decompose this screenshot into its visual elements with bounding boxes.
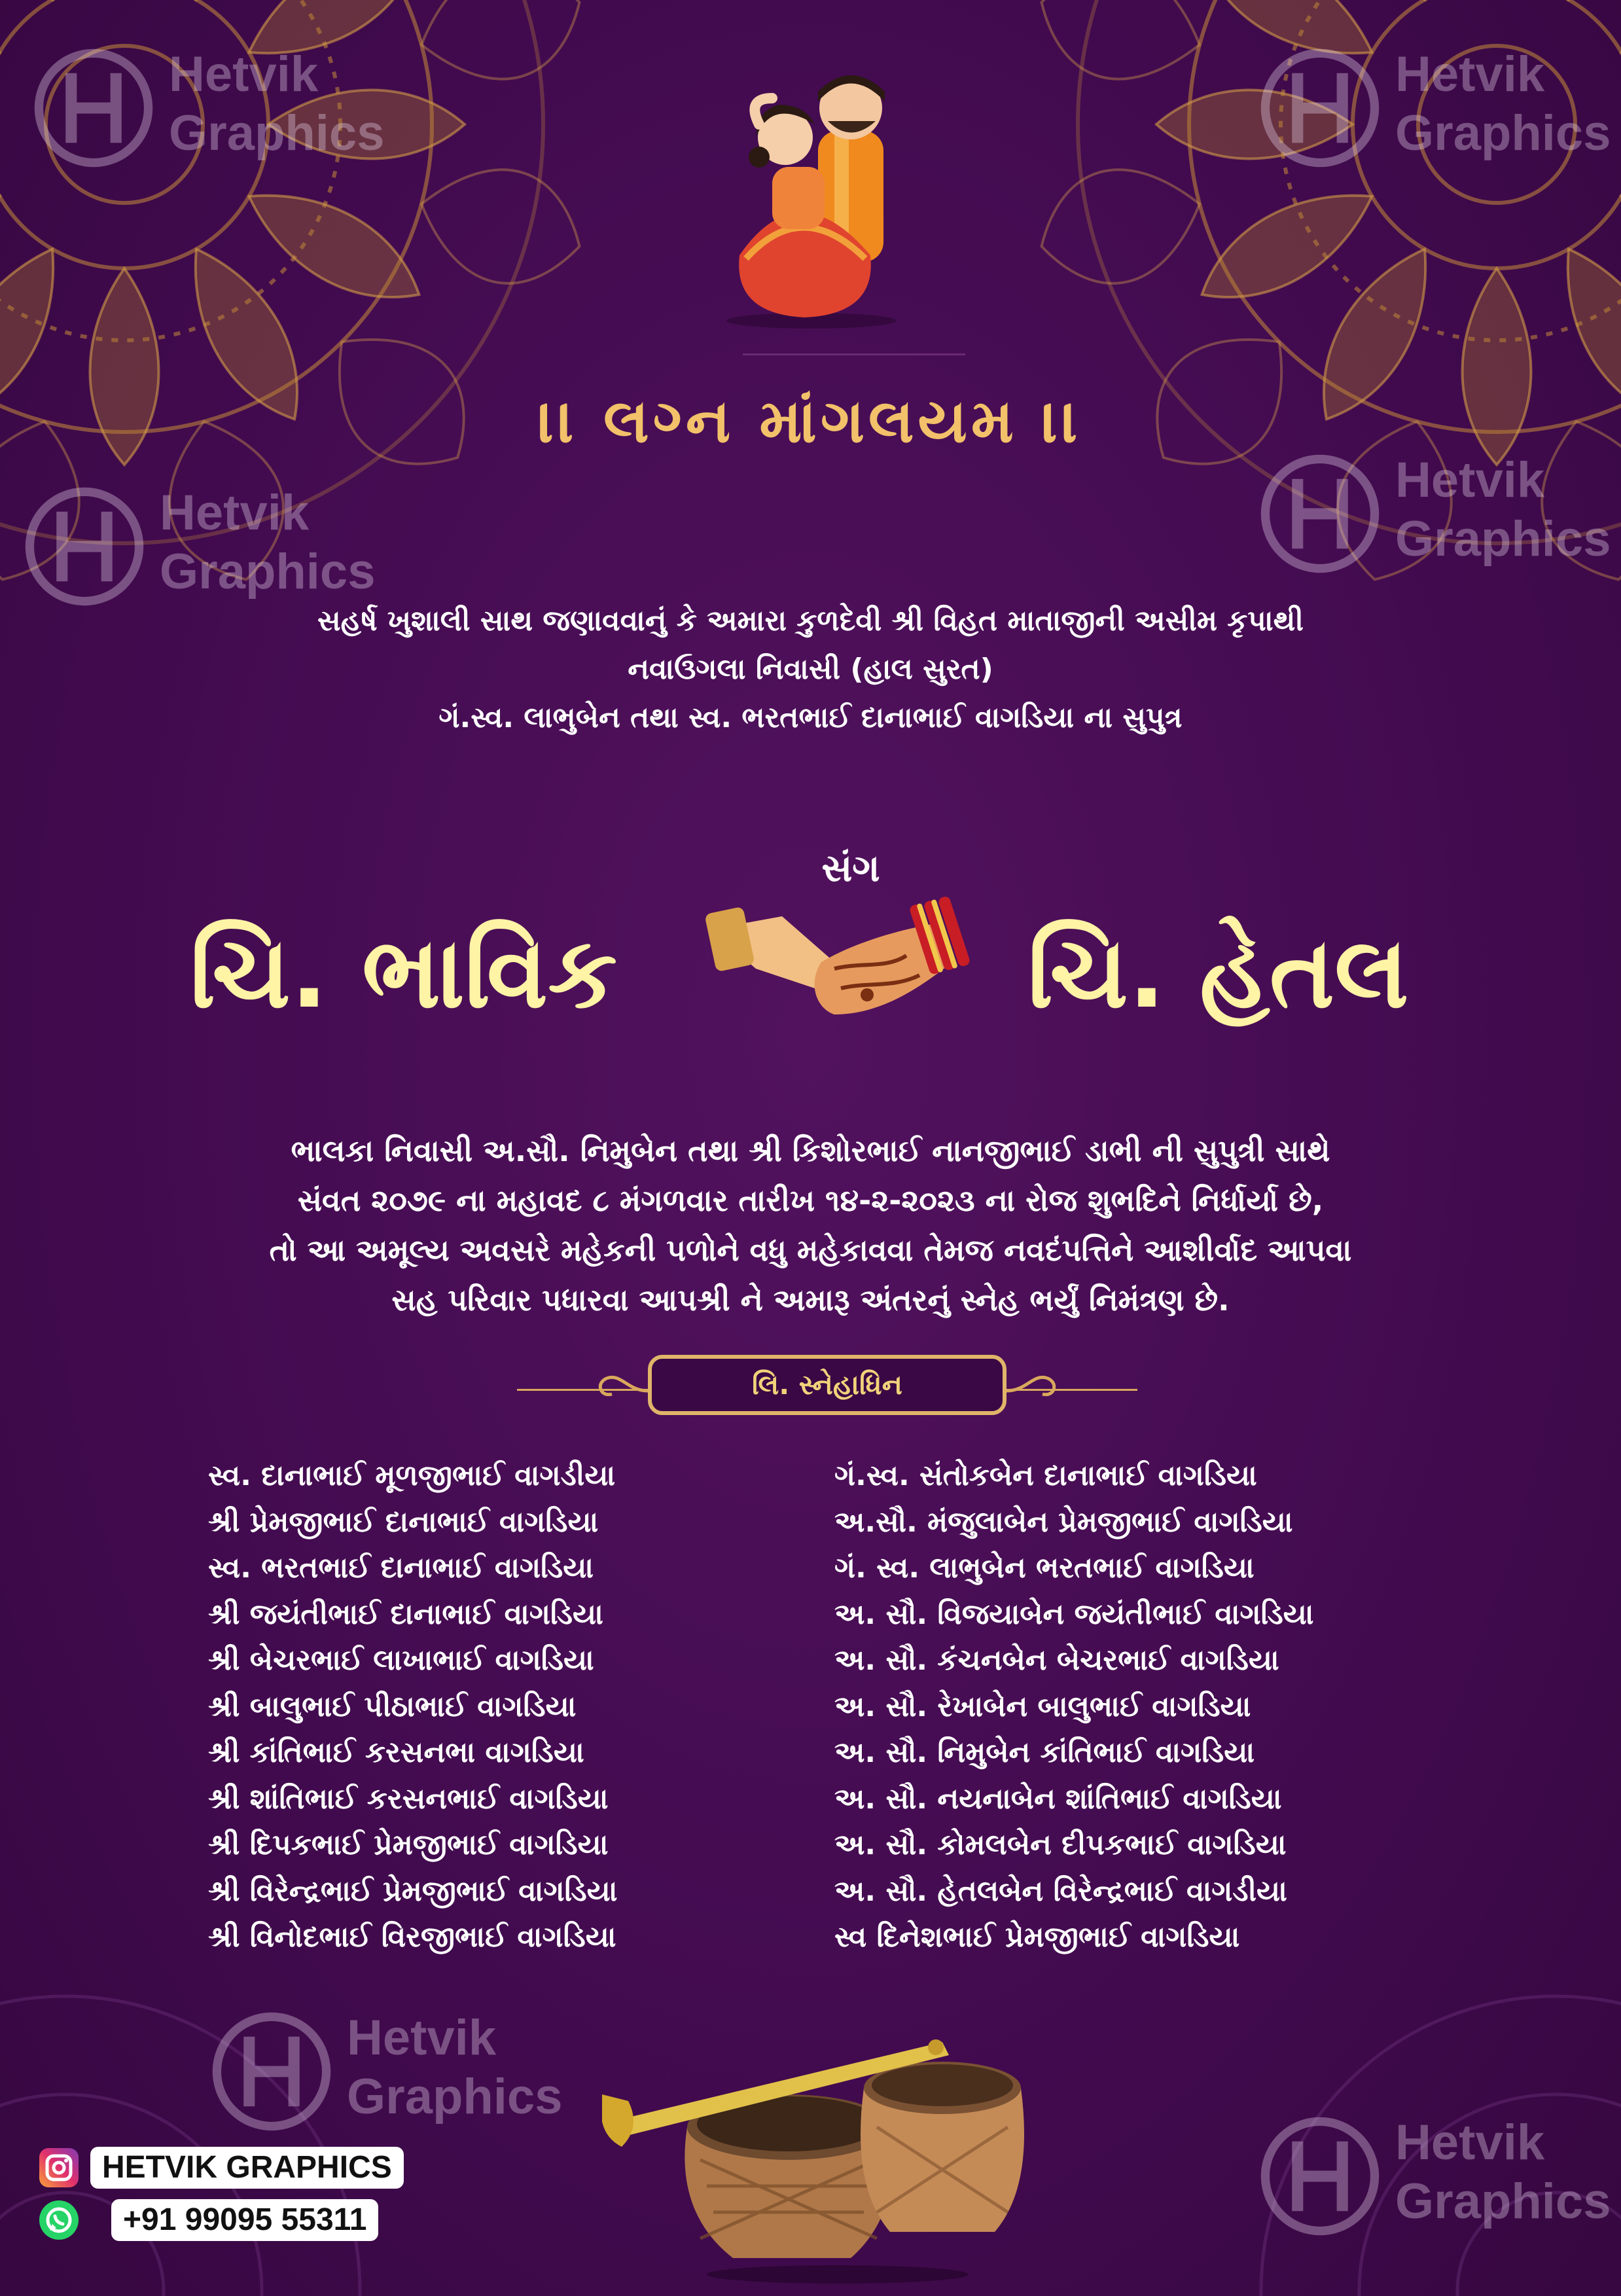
watermark-logo — [22, 484, 376, 611]
watermark-line1: Hetvik — [169, 46, 319, 102]
family-member: શ્રી શાંતિભાઈ કરસનભાઈ વાગડિયા — [208, 1782, 609, 1816]
family-member: શ્રી બેચરભાઈ લાખાભાઈ વાગડિયા — [208, 1643, 594, 1677]
watermark-logo — [31, 46, 385, 173]
watermark-line2: Graphics — [347, 2069, 563, 2125]
groom-name: ચિ. ભાવિક — [190, 916, 618, 1030]
family-member: અ. સૌ. કોમલબેન દીપકભાઈ વાગડિયા — [834, 1828, 1287, 1861]
family-member: અ. સૌ. રેખાબેન બાલુભાઈ વાગડિયા — [834, 1689, 1251, 1723]
whatsapp-icon[interactable] — [39, 2200, 79, 2240]
family-member: અ.સૌ. મંજુલાબેન પ્રેમજીભાઈ વાગડિયા — [834, 1505, 1293, 1539]
invitation-line: ભાલકા નિવાસી અ.સૌ. નિમુબેન તથા શ્રી કિશોરભાઈ નાનજીભાઈ ડાભી ની સુપુત્રી સાથે — [291, 1133, 1330, 1168]
instagram-icon[interactable] — [39, 2148, 79, 2187]
family-member: સ્વ. ભરતભાઈ દાનાભાઈ વાગડિયા — [208, 1551, 594, 1585]
watermark-logo — [1258, 46, 1611, 173]
invitation-line: સંવત ૨૦૭૯ ના મહાવદ ૮ મંગળવાર તારીખ ૧૪-૨-૨૦૨૩ ના રોજ શુભદિને નિર્ધાર્યા છે, — [297, 1183, 1324, 1218]
family-list-left — [208, 1453, 732, 1961]
snehadhin-label: લિ. સ્નેહાધિન — [751, 1369, 903, 1401]
flourish-swirl-right-icon — [1006, 1368, 1072, 1414]
watermark-line1: Hetvik — [347, 2010, 497, 2066]
family-member: શ્રી જયંતીભાઈ દાનાભાઈ વાગડિયા — [208, 1597, 603, 1631]
watermark-logo — [209, 2009, 563, 2136]
intro-line: નવાઉગલા નિવાસી (હાલ સુરત) — [628, 653, 993, 686]
hetvik-logo-icon — [209, 2009, 334, 2134]
watermark-line2: Graphics — [1395, 2174, 1611, 2229]
page-title: ।। લગ્ન માંગલયમ ।। — [538, 386, 1082, 456]
watermark-line2: Graphics — [169, 105, 385, 161]
family-member: અ. સૌ. નિમુબેન કાંતિભાઈ વાગડિયા — [834, 1736, 1255, 1769]
family-member: અ. સૌ. કંચનબેન બેચરભાઈ વાગડિયા — [834, 1643, 1279, 1677]
family-member: શ્રી બાલુભાઈ પીઠાભાઈ વાગડિયા — [208, 1689, 577, 1723]
snehadhin-banner — [648, 1355, 1006, 1415]
invitation-line: તો આ અમૂલ્ય અવસરે મહેકની પળોને વધુ મહેકાવવા તેમજ નવદંપત્તિને આશીર્વાદ આપવા — [269, 1232, 1352, 1268]
hetvik-logo-icon — [1258, 452, 1382, 576]
dhol-shehnai-illustration — [602, 2016, 1060, 2284]
family-list-right — [834, 1453, 1430, 1961]
instagram-handle[interactable]: HETVIK GRAPHICS — [90, 2147, 404, 2189]
watermark-logo — [1258, 452, 1611, 579]
invitation-line: સહ પરિવાર પધારવા આપશ્રી ને અમારૂ અંતરનું સ્નેહ ભર્યું નિમંત્રણ છે. — [391, 1282, 1230, 1318]
hetvik-logo-icon — [1258, 2114, 1382, 2238]
watermark-line1: Hetvik — [1395, 452, 1545, 508]
family-member: ગં. સ્વ. લાભુબેન ભરતભાઈ વાગડિયા — [834, 1551, 1255, 1585]
hetvik-logo-icon — [1258, 46, 1382, 170]
intro-paragraph — [92, 597, 1529, 742]
couple-illustration — [694, 59, 929, 334]
family-member: શ્રી કાંતિભાઈ કરસનભા વાગડિયા — [208, 1736, 584, 1769]
invitation-paragraph — [92, 1126, 1529, 1325]
intro-line: ગં.સ્વ. લાભુબેન તથા સ્વ. ભરતભાઈ દાનાભાઈ વાગડિયા ના સુપુત્ર — [438, 701, 1183, 734]
family-member: અ. સૌ. વિજયાબેન જયંતીભાઈ વાગડિયા — [834, 1597, 1314, 1631]
watermark-line2: Graphics — [160, 544, 376, 600]
family-member: અ. સૌ. નયનાબેન શાંતિભાઈ વાગડિયા — [834, 1782, 1282, 1816]
intro-line: સહર્ષ ખુશાલી સાથ જણાવવાનું કે અમારા કુળદેવી શ્રી વિહત માતાજીની અસીમ કૃપાથી — [317, 604, 1304, 637]
holding-hands-illustration — [704, 890, 978, 1041]
family-member: ગં.સ્વ. સંતોકબેન દાનાભાઈ વાગડિયા — [834, 1459, 1257, 1492]
family-member: શ્રી દિપકભાઈ પ્રેમજીભાઈ વાગડિયા — [208, 1828, 609, 1861]
family-member: શ્રી વિરેન્દ્રભાઈ પ્રેમજીભાઈ વાગડિયા — [208, 1874, 618, 1908]
watermark-line2: Graphics — [1395, 511, 1611, 567]
family-member: શ્રી વિનોદભાઈ વિરજીભાઈ વાગડિયા — [208, 1920, 616, 1954]
connector-word: સંગ — [821, 846, 880, 890]
hetvik-logo-icon — [22, 484, 147, 609]
flourish-swirl-left-icon — [582, 1368, 648, 1414]
phone-number[interactable]: +91 99095 55311 — [111, 2199, 378, 2241]
family-member: સ્વ દિનેશભાઈ પ્રેમજીભાઈ વાગડિયા — [834, 1920, 1240, 1954]
bride-name: ચિ. હેતલ — [1027, 916, 1409, 1030]
hetvik-logo-icon — [31, 46, 156, 170]
family-member: અ. સૌ. હેતલબેન વિરેન્દ્રભાઈ વાગડીયા — [834, 1874, 1287, 1908]
watermark-line1: Hetvik — [160, 485, 310, 541]
divider-line — [743, 353, 965, 355]
watermark-logo — [1258, 2114, 1611, 2241]
watermark-line1: Hetvik — [1395, 2115, 1545, 2170]
watermark-line1: Hetvik — [1395, 46, 1545, 102]
watermark-line2: Graphics — [1395, 105, 1611, 161]
family-member: શ્રી પ્રેમજીભાઈ દાનાભાઈ વાગડિયા — [208, 1505, 599, 1539]
family-member: સ્વ. દાનાભાઈ મૂળજીભાઈ વાગડીયા — [208, 1459, 616, 1492]
